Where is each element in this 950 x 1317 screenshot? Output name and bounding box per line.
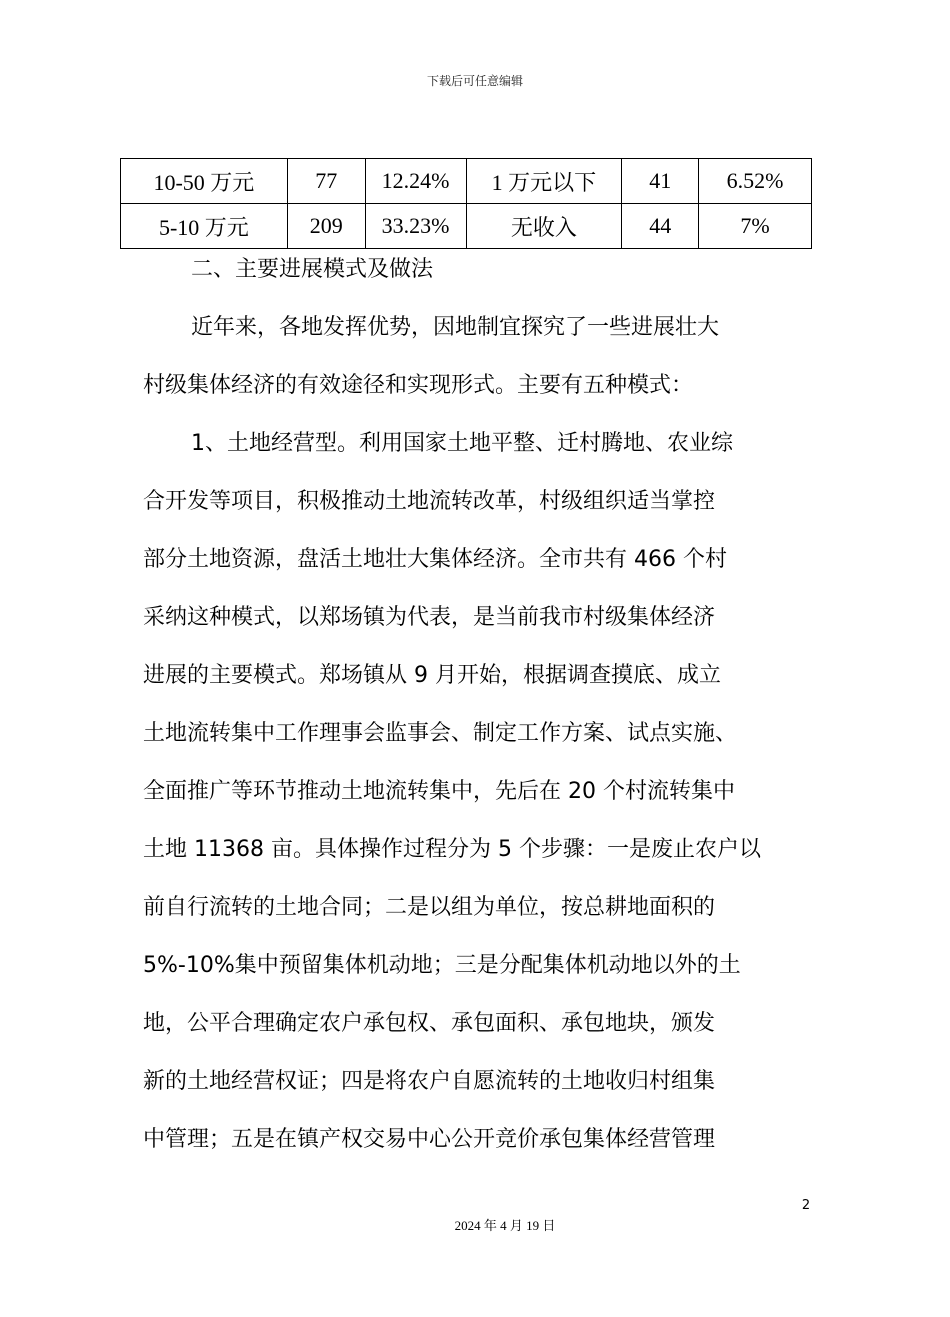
table-cell: 10-50 万元 (121, 159, 288, 204)
section-heading: 二、主要进展模式及做法 (191, 257, 434, 282)
text-line: 1、土地经营型。利用国家土地平整、迁村腾地、农业综 (191, 431, 733, 456)
text-line: 采纳这种模式，以郑场镇为代表，是当前我市村级集体经济 (143, 605, 716, 630)
table-cell: 44 (622, 204, 699, 249)
text-line: 地，公平合理确定农户承包权、承包面积、承包地块，颁发 (143, 1011, 716, 1036)
text-line: 新的土地经营权证；四是将农户自愿流转的土地收归村组集 (143, 1069, 716, 1094)
table-cell: 无收入 (466, 204, 622, 249)
text-line: 部分土地资源，盘活土地壮大集体经济。全市共有 466 个村 (143, 547, 727, 572)
text-line: 土地 11368 亩。具体操作过程分为 5 个步骤：一是废止农户以 (143, 837, 761, 862)
text-line: 中管理；五是在镇产权交易中心公开竞价承包集体经营管理 (143, 1127, 716, 1152)
page-header: 下载后可任意编辑 (426, 74, 523, 88)
text-line: 合开发等项目，积极推动土地流转改革，村级组织适当掌控 (143, 489, 716, 514)
text-line: 进展的主要模式。郑场镇从 9 月开始，根据调查摸底、成立 (143, 663, 721, 688)
table-cell: 77 (287, 159, 365, 204)
text-line: 5%-10%集中预留集体机动地；三是分配集体机动地以外的土 (143, 953, 741, 978)
income-stats-table (120, 158, 812, 249)
table-cell: 33.23% (365, 204, 466, 249)
text-line: 近年来，各地发挥优势，因地制宜探究了一些进展壮大 (191, 315, 720, 340)
text-line: 村级集体经济的有效途径和实现形式。主要有五种模式： (143, 373, 694, 398)
footer-date: 2024 年 4 月 19 日 (454, 1218, 556, 1233)
table-cell: 209 (287, 204, 365, 249)
table-cell: 6.52% (699, 159, 812, 204)
text-line: 全面推广等环节推动土地流转集中，先后在 20 个村流转集中 (143, 779, 735, 804)
table-cell: 1 万元以下 (466, 159, 622, 204)
table-cell: 7% (699, 204, 812, 249)
page-number: 2 (801, 1198, 811, 1213)
document-body (143, 248, 813, 1176)
table-row (121, 159, 812, 204)
table-cell: 41 (622, 159, 699, 204)
text-line: 前自行流转的土地合同；二是以组为单位，按总耕地面积的 (143, 895, 716, 920)
text-line: 土地流转集中工作理事会监事会、制定工作方案、试点实施、 (143, 721, 738, 746)
table-cell: 12.24% (365, 159, 466, 204)
table-cell: 5-10 万元 (121, 204, 288, 249)
table-row (121, 204, 812, 249)
